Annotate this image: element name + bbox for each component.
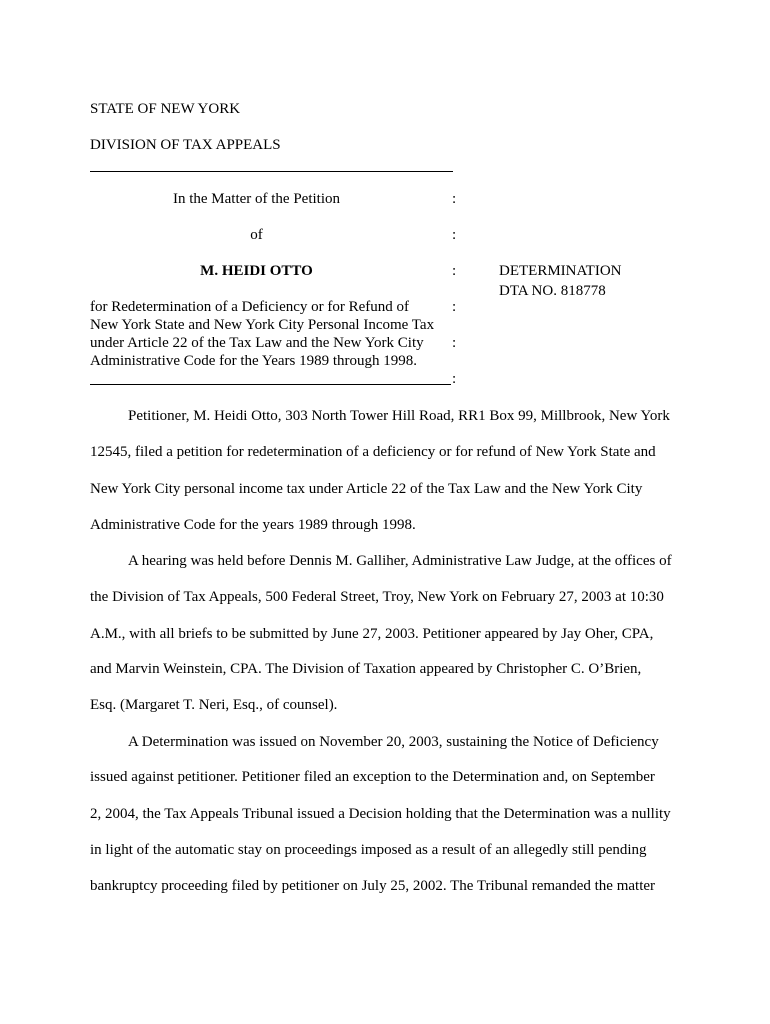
matter-line: In the Matter of the Petition: [172, 191, 341, 207]
body-line: A Determination was issued on November 20, 2003, sustaining the Notice of Deficiency: [128, 734, 659, 750]
bottom-rule: [90, 384, 451, 385]
body-line: Petitioner, M. Heidi Otto, 303 North Tower Hill Road, RR1 Box 99, Millbrook, New York: [128, 408, 670, 424]
body-line: 2, 2004, the Tax Appeals Tribunal issued a Decision holding that the Determination was a nullity: [90, 806, 671, 822]
body-line: Administrative Code for the years 1989 through 1998.: [90, 517, 416, 533]
body-line: bankruptcy proceeding filed by petitioner on July 25, 2002. The Tribunal remanded the matter: [90, 878, 656, 894]
caption-colon: :: [452, 263, 457, 279]
division-heading: DIVISION OF TAX APPEALS: [90, 137, 281, 153]
petitioner-name: M. HEIDI OTTO: [200, 263, 313, 279]
state-heading: STATE OF NEW YORK: [90, 101, 241, 117]
body-line: A hearing was held before Dennis M. Galliher, Administrative Law Judge, at the offices of: [128, 553, 672, 569]
petition-line: New York State and New York City Personal Income Tax: [90, 317, 435, 333]
determination-title: DETERMINATION: [499, 263, 622, 279]
body-line: in light of the automatic stay on proceedings imposed as a result of an allegedly still pending: [90, 842, 647, 858]
body-line: the Division of Tax Appeals, 500 Federal Street, Troy, New York on February 27, 2003 at 10:30: [90, 589, 664, 605]
caption-colon: :: [452, 299, 457, 315]
caption-colon: :: [452, 191, 457, 207]
body-line: and Marvin Weinstein, CPA. The Division of Taxation appeared by Christopher C. O’Brien,: [90, 661, 642, 677]
body-line: 12545, filed a petition for redetermination of a deficiency or for refund of New York State and: [90, 444, 656, 460]
determination-number: DTA NO. 818778: [499, 283, 606, 299]
top-rule: [90, 171, 453, 172]
caption-colon: :: [452, 227, 457, 243]
of-line: of: [250, 227, 263, 243]
petition-line: for Redetermination of a Deficiency or for Refund of: [90, 299, 410, 315]
caption-colon: :: [452, 335, 457, 351]
caption-colon: :: [452, 371, 457, 387]
body-line: A.M., with all briefs to be submitted by June 27, 2003. Petitioner appeared by Jay Oher, CPA,: [90, 626, 654, 642]
body-line: Esq. (Margaret T. Neri, Esq., of counsel).: [90, 697, 338, 713]
petition-line: under Article 22 of the Tax Law and the New York City: [90, 335, 424, 351]
petition-line: Administrative Code for the Years 1989 through 1998.: [90, 353, 418, 369]
body-line: issued against petitioner. Petitioner filed an exception to the Determination and, on September: [90, 769, 655, 785]
body-line: New York City personal income tax under Article 22 of the Tax Law and the New York City: [90, 481, 643, 497]
